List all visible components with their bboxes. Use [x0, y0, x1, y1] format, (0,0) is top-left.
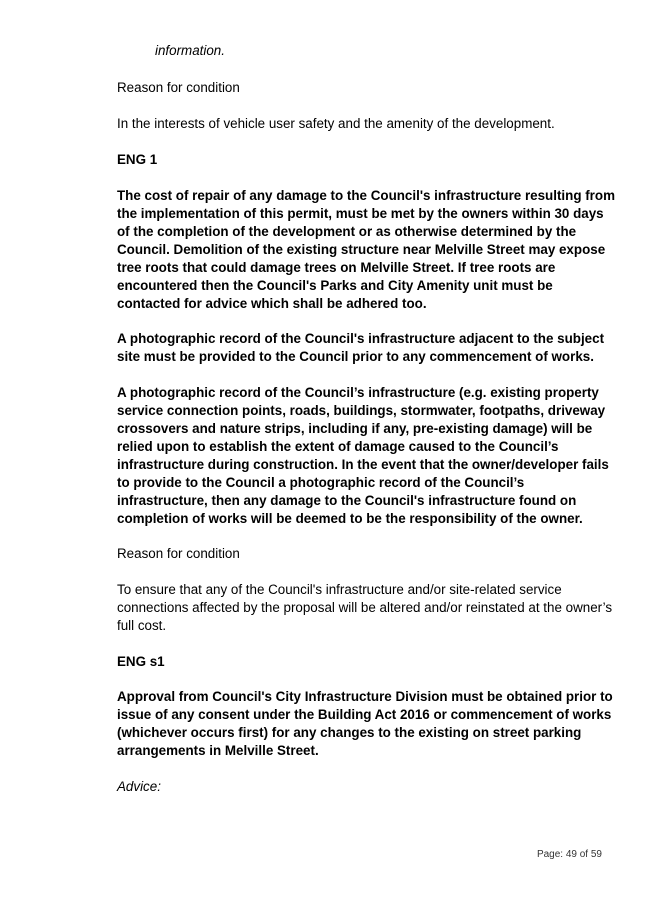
eng1-paragraph-3: A photographic record of the Council’s infrastructure (e.g. existing property service connection points, roads, buildings, stormwater, footpaths, driveway crossovers and nature strips, including if any, pre-existing damage) will be relied upon to establish the extent of damage caused to the Council’s infrastructure during construction. In the event that the owner/developer fails to provide to the Council a photographic record of the Council’s infrastructure, then any damage to the Council's infrastructure found on completion of works will be deemed to be the responsibility of the owner. — [117, 385, 609, 526]
reason-text-2: To ensure that any of the Council's infrastructure and/or site-related service connections affected by the proposal will be altered and/or reinstated at the owner’s full cost. — [117, 582, 613, 633]
eng1-paragraph-1: The cost of repair of any damage to the Council's infrastructure resulting from the implementation of this permit, must be met by the owners within 30 days of the completion of the development or as otherwise determined by the Council. Demolition of the existing structure near Melville Street may expose tree roots that could damage trees on Melville Street. If tree roots are encountered then the Council's Parks and City Amenity unit must be contacted for advice which shall be adhered too. — [117, 188, 615, 311]
continuation-text: information. — [155, 43, 225, 58]
reason-heading-1: Reason for condition — [117, 80, 240, 95]
reason-heading-2: Reason for condition — [117, 546, 240, 561]
eng1-heading: ENG 1 — [117, 152, 158, 167]
engs1-heading: ENG s1 — [117, 654, 165, 669]
page-number: Page: 49 of 59 — [536, 849, 602, 860]
advice-label: Advice: — [117, 779, 161, 794]
eng1-paragraph-2: A photographic record of the Council's infrastructure adjacent to the subject site must be provided to the Council prior to any commencement of works. — [117, 331, 605, 364]
reason-text-1: In the interests of vehicle user safety and the amenity of the development. — [117, 116, 555, 131]
engs1-paragraph: Approval from Council's City Infrastructure Division must be obtained prior to issue of any consent under the Building Act 2016 or commencement of works (whichever occurs first) for any changes to the existing on street parking arrangements in Melville Street. — [117, 689, 613, 758]
